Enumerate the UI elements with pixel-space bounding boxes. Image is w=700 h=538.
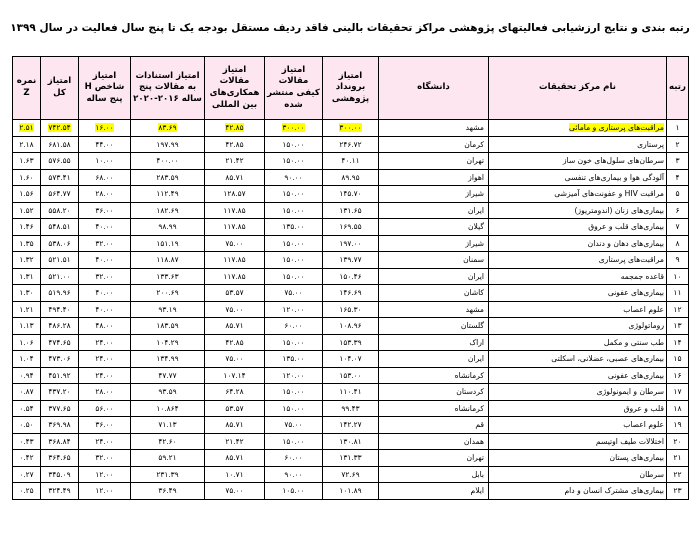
- quality-articles-cell: ۱۵۰.۰۰: [265, 400, 323, 417]
- header-intl-collab: امتیاز مقالات همکاری‌های بین المللی: [205, 57, 265, 120]
- university-cell: کاشان: [379, 285, 489, 302]
- citations-cell: ۱۵۱.۱۹: [131, 235, 205, 252]
- table-row: [13, 120, 689, 137]
- header-h-index: امتیاز شاخص H پنج ساله: [79, 57, 131, 120]
- citations-cell: ۹۳.۱۹: [131, 301, 205, 318]
- quality-articles-cell: ۱۵۰.۰۰: [265, 136, 323, 153]
- total-cell: ۵۱۹.۹۶: [41, 285, 79, 302]
- center-name-cell: سرطان و ایمونولوژی: [489, 384, 667, 401]
- university-cell: سمنان: [379, 252, 489, 269]
- rank-cell: ۱۰: [667, 268, 689, 285]
- intl-collab-cell: ۸۵.۷۱: [205, 417, 265, 434]
- table-row: [13, 351, 689, 368]
- citations-cell: ۳۶.۴۹: [131, 483, 205, 500]
- intl-collab-cell: ۵۳.۵۷: [205, 400, 265, 417]
- quality-articles-cell: ۱۵۰.۰۰: [265, 334, 323, 351]
- table-row: [13, 301, 689, 318]
- table-row: [13, 400, 689, 417]
- header-research-output: امتیاز برونداد پژوهشی: [323, 57, 379, 120]
- university-cell: شیراز: [379, 186, 489, 203]
- research-output-cell: ۱۶۹.۵۵: [323, 219, 379, 236]
- rank-cell: ۳: [667, 153, 689, 170]
- research-output-cell: ۱۶۵.۳۰: [323, 301, 379, 318]
- total-cell: ۵۷۶.۵۵: [41, 153, 79, 170]
- total-cell: ۵۴۸.۵۱: [41, 219, 79, 236]
- university-cell: ایران: [379, 351, 489, 368]
- total-cell: ۳۲۴.۴۹: [41, 483, 79, 500]
- center-name-cell: مراقبت‌های پرستاری: [489, 252, 667, 269]
- intl-collab-cell: ۱۰۷.۱۴: [205, 367, 265, 384]
- citations-cell: ۲۰۰.۶۹: [131, 285, 205, 302]
- center-name-cell: طب سنتی و مکمل: [489, 334, 667, 351]
- citations-cell: ۴۰۰.۰۰: [131, 153, 205, 170]
- university-cell: ایران: [379, 268, 489, 285]
- h-index-cell: ۴۰.۰۰: [79, 301, 131, 318]
- center-name-cell: مراقبت HIV و عفونت‌های آمیزشی: [489, 186, 667, 203]
- center-name-cell: سرطان‌های سلول‌های خون ساز: [489, 153, 667, 170]
- citations-cell: ۱۰۴.۲۹: [131, 334, 205, 351]
- research-output-cell: ۱۰۸.۹۶: [323, 318, 379, 335]
- rank-cell: ۱۹: [667, 417, 689, 434]
- university-cell: تهران: [379, 153, 489, 170]
- header-total: امتیاز کل: [41, 57, 79, 120]
- center-name-cell: بیماری‌های دهان و دندان: [489, 235, 667, 252]
- university-cell: گیلان: [379, 219, 489, 236]
- center-name-cell: اختلالات طیف اوتیسم: [489, 433, 667, 450]
- research-output-cell: ۱۵۳.۰۰: [323, 367, 379, 384]
- quality-articles-cell: ۹۰.۰۰: [265, 169, 323, 186]
- total-cell: ۳۴۵.۰۹: [41, 466, 79, 483]
- quality-articles-cell: ۱۵۰.۰۰: [265, 235, 323, 252]
- quality-articles-cell: ۶۰.۰۰: [265, 450, 323, 467]
- header-citations: امتیاز استنادات به مقالات پنج ساله ۲۰۱۶-۲۰۲۰: [131, 57, 205, 120]
- university-cell: شیراز: [379, 235, 489, 252]
- h-index-cell: ۴۰.۰۰: [79, 252, 131, 269]
- intl-collab-cell: ۷۵.۰۰: [205, 483, 265, 500]
- intl-collab-cell: ۱۱۷.۸۵: [205, 268, 265, 285]
- citations-cell: ۱۸۳.۵۹: [131, 318, 205, 335]
- z-score-cell: ۱.۵۶: [13, 186, 41, 203]
- quality-articles-cell: ۱۲۰.۰۰: [265, 301, 323, 318]
- quality-articles-cell: ۹۰.۰۰: [265, 466, 323, 483]
- total-cell: ۴۸۶.۲۸: [41, 318, 79, 335]
- ranking-table: [12, 56, 689, 500]
- quality-articles-cell: ۱۰۵.۰۰: [265, 483, 323, 500]
- quality-articles-cell: ۱۵۰.۰۰: [265, 384, 323, 401]
- h-index-cell: ۴۴.۰۰: [79, 136, 131, 153]
- h-index-cell: ۲۸.۰۰: [79, 384, 131, 401]
- h-index-cell: ۲۴.۰۰: [79, 334, 131, 351]
- rank-cell: ۵: [667, 186, 689, 203]
- z-score-cell: ۱.۳۰: [13, 285, 41, 302]
- citations-cell: ۲۳۱.۳۹: [131, 466, 205, 483]
- header-center-name: نام مرکز تحقیقات: [489, 57, 667, 120]
- citations-cell: ۱۱۸.۸۷: [131, 252, 205, 269]
- center-name-cell: بیماری‌های زنان (اندومتریوز): [489, 202, 667, 219]
- total-cell: ۳۶۸.۸۴: [41, 433, 79, 450]
- total-cell: ۴۵۱.۹۲: [41, 367, 79, 384]
- page-title: رتبه بندی و نتایج ارزشیابی فعالیتهای پژوهشی مراکز تحقیقات بالینی فاقد ردیف مستقل بودجه یک تا پنج سال فعالیت در سال ۱۳۹۹: [10, 22, 690, 34]
- header-university: دانشگاه: [379, 57, 489, 120]
- z-score-cell: ۱.۳۲: [13, 252, 41, 269]
- total-cell: ۳۶۴.۶۵: [41, 450, 79, 467]
- table-row: [13, 450, 689, 467]
- h-index-cell: ۳۶.۰۰: [79, 417, 131, 434]
- university-cell: قم: [379, 417, 489, 434]
- table-row: [13, 483, 689, 500]
- table-row: [13, 384, 689, 401]
- citations-cell: ۷۱.۱۳: [131, 417, 205, 434]
- table-row: [13, 268, 689, 285]
- total-cell: ۶۸۱.۵۸: [41, 136, 79, 153]
- z-score-cell: ۱.۶۳: [13, 153, 41, 170]
- table-row: [13, 202, 689, 219]
- university-cell: ایران: [379, 202, 489, 219]
- intl-collab-cell: ۱۱۷.۸۵: [205, 202, 265, 219]
- research-output-cell: ۳۰۰.۰۰: [323, 120, 379, 137]
- quality-articles-cell: ۱۲۰.۰۰: [265, 367, 323, 384]
- research-output-cell: ۱۴۵.۷۰: [323, 186, 379, 203]
- header-z-score: نمره Z: [13, 57, 41, 120]
- table-row: [13, 433, 689, 450]
- quality-articles-cell: ۱۵۰.۰۰: [265, 202, 323, 219]
- z-score-cell: ۱.۱۳: [13, 318, 41, 335]
- z-score-cell: ۰.۹۴: [13, 367, 41, 384]
- center-name-cell: سرطان: [489, 466, 667, 483]
- table-row: [13, 252, 689, 269]
- rank-cell: ۸: [667, 235, 689, 252]
- total-cell: ۵۳۸.۰۶: [41, 235, 79, 252]
- table-row: [13, 235, 689, 252]
- z-score-cell: ۰.۸۷: [13, 384, 41, 401]
- table-body: [13, 120, 689, 500]
- intl-collab-cell: ۲۱.۴۲: [205, 153, 265, 170]
- quality-articles-cell: ۷۵.۰۰: [265, 417, 323, 434]
- research-output-cell: ۱۱۰.۴۱: [323, 384, 379, 401]
- intl-collab-cell: ۱۰.۷۱: [205, 466, 265, 483]
- center-name-cell: بیماری‌های پستان: [489, 450, 667, 467]
- quality-articles-cell: ۱۵۰.۰۰: [265, 268, 323, 285]
- center-name-cell: قلب و عروق: [489, 400, 667, 417]
- research-output-cell: ۱۵۰.۴۶: [323, 268, 379, 285]
- research-output-cell: ۱۳۱.۳۳: [323, 450, 379, 467]
- h-index-cell: ۲۴.۰۰: [79, 367, 131, 384]
- rank-cell: ۲۳: [667, 483, 689, 500]
- h-index-cell: ۱۶.۰۰: [79, 120, 131, 137]
- research-output-cell: ۱۰۴.۰۷: [323, 351, 379, 368]
- center-name-cell: بیماری‌های مشترک انسان و دام: [489, 483, 667, 500]
- center-name-cell: قاعده جمجمه: [489, 268, 667, 285]
- total-cell: ۵۲۱.۵۱: [41, 252, 79, 269]
- rank-cell: ۲۱: [667, 450, 689, 467]
- center-name-cell: بیماری‌های عصبی، عضلانی، اسکلتی: [489, 351, 667, 368]
- z-score-cell: ۱.۲۱: [13, 301, 41, 318]
- citations-cell: ۴۷.۷۷: [131, 367, 205, 384]
- h-index-cell: ۱۲.۰۰: [79, 466, 131, 483]
- z-score-cell: ۱.۰۶: [13, 334, 41, 351]
- citations-cell: ۵۹.۲۱: [131, 450, 205, 467]
- research-output-cell: ۸۹.۹۵: [323, 169, 379, 186]
- university-cell: اهواز: [379, 169, 489, 186]
- h-index-cell: ۶۸.۰۰: [79, 169, 131, 186]
- university-cell: کردستان: [379, 384, 489, 401]
- intl-collab-cell: ۸۵.۷۱: [205, 169, 265, 186]
- quality-articles-cell: ۷۵.۰۰: [265, 285, 323, 302]
- table-row: [13, 367, 689, 384]
- h-index-cell: ۴۰.۰۰: [79, 285, 131, 302]
- z-score-cell: ۰.۴۲: [13, 450, 41, 467]
- intl-collab-cell: ۷۵.۰۰: [205, 301, 265, 318]
- citations-cell: ۱۸۲.۶۹: [131, 202, 205, 219]
- table-row: [13, 169, 689, 186]
- rank-cell: ۷: [667, 219, 689, 236]
- intl-collab-cell: ۱۲۸.۵۷: [205, 186, 265, 203]
- rank-cell: ۱: [667, 120, 689, 137]
- university-cell: مشهد: [379, 301, 489, 318]
- h-index-cell: ۳۶.۰۰: [79, 202, 131, 219]
- rank-cell: ۱۲: [667, 301, 689, 318]
- total-cell: ۴۹۴.۴۰: [41, 301, 79, 318]
- table-row: [13, 136, 689, 153]
- research-output-cell: ۷۲.۶۹: [323, 466, 379, 483]
- citations-cell: ۸۳.۶۹: [131, 120, 205, 137]
- rank-cell: ۲۰: [667, 433, 689, 450]
- total-cell: ۴۷۴.۶۵: [41, 334, 79, 351]
- table-row: [13, 153, 689, 170]
- quality-articles-cell: ۱۵۰.۰۰: [265, 252, 323, 269]
- total-cell: ۷۴۲.۵۴: [41, 120, 79, 137]
- research-output-cell: ۱۳۱.۶۵: [323, 202, 379, 219]
- h-index-cell: ۴۸.۰۰: [79, 318, 131, 335]
- z-score-cell: ۰.۲۷: [13, 466, 41, 483]
- research-output-cell: ۱۰۱.۸۹: [323, 483, 379, 500]
- z-score-cell: ۱.۰۴: [13, 351, 41, 368]
- h-index-cell: ۴۰.۰۰: [79, 219, 131, 236]
- research-output-cell: ۱۹۷.۰۰: [323, 235, 379, 252]
- research-output-cell: ۱۵۳.۳۹: [323, 334, 379, 351]
- intl-collab-cell: ۴۲.۸۵: [205, 334, 265, 351]
- rank-cell: ۲۲: [667, 466, 689, 483]
- university-cell: تهران: [379, 450, 489, 467]
- rank-cell: ۴: [667, 169, 689, 186]
- university-cell: کرمانشاه: [379, 400, 489, 417]
- center-name-cell: آلودگی هوا و بیماری‌های تنفسی: [489, 169, 667, 186]
- center-name-cell: پرستاری: [489, 136, 667, 153]
- university-cell: همدان: [379, 433, 489, 450]
- university-cell: بابل: [379, 466, 489, 483]
- center-name-cell: علوم اعصاب: [489, 301, 667, 318]
- rank-cell: ۱۸: [667, 400, 689, 417]
- intl-collab-cell: ۴۲.۸۵: [205, 120, 265, 137]
- z-score-cell: ۲.۵۱: [13, 120, 41, 137]
- total-cell: ۳۷۷.۶۵: [41, 400, 79, 417]
- intl-collab-cell: ۶۴.۲۸: [205, 384, 265, 401]
- center-name-cell: بیماری‌های قلب و عروق: [489, 219, 667, 236]
- h-index-cell: ۵۶.۰۰: [79, 400, 131, 417]
- z-score-cell: ۲.۱۸: [13, 136, 41, 153]
- quality-articles-cell: ۱۳۵.۰۰: [265, 219, 323, 236]
- quality-articles-cell: ۱۵۰.۰۰: [265, 186, 323, 203]
- intl-collab-cell: ۷۵.۰۰: [205, 351, 265, 368]
- research-output-cell: ۹۹.۴۳: [323, 400, 379, 417]
- citations-cell: ۱۳۳.۶۳: [131, 268, 205, 285]
- intl-collab-cell: ۵۳.۵۷: [205, 285, 265, 302]
- research-output-cell: ۱۴۲.۲۷: [323, 417, 379, 434]
- research-output-cell: ۱۴۶.۶۹: [323, 285, 379, 302]
- center-name-cell: بیماری‌های عفونی: [489, 285, 667, 302]
- table-row: [13, 318, 689, 335]
- citations-cell: ۲۸۳.۵۹: [131, 169, 205, 186]
- intl-collab-cell: ۱۱۷.۸۵: [205, 219, 265, 236]
- z-score-cell: ۱.۳۱: [13, 268, 41, 285]
- university-cell: گلستان: [379, 318, 489, 335]
- citations-cell: ۱۱۲.۴۹: [131, 186, 205, 203]
- research-output-cell: ۴۰.۱۱: [323, 153, 379, 170]
- table-row: [13, 466, 689, 483]
- rank-cell: ۱۴: [667, 334, 689, 351]
- total-cell: ۳۶۹.۹۸: [41, 417, 79, 434]
- rank-cell: ۱۳: [667, 318, 689, 335]
- quality-articles-cell: ۱۳۵.۰۰: [265, 351, 323, 368]
- citations-cell: ۱۰.۸۶۴: [131, 400, 205, 417]
- z-score-cell: ۱.۵۲: [13, 202, 41, 219]
- total-cell: ۴۳۷.۲۰: [41, 384, 79, 401]
- z-score-cell: ۰.۵۴: [13, 400, 41, 417]
- citations-cell: ۴۲.۶۰: [131, 433, 205, 450]
- table-row: [13, 334, 689, 351]
- h-index-cell: ۳۲.۰۰: [79, 450, 131, 467]
- research-output-cell: ۱۳۹.۷۷: [323, 252, 379, 269]
- center-name-cell: علوم اعصاب: [489, 417, 667, 434]
- h-index-cell: ۲۴.۰۰: [79, 433, 131, 450]
- citations-cell: ۹۸.۹۹: [131, 219, 205, 236]
- intl-collab-cell: ۷۵.۰۰: [205, 235, 265, 252]
- research-output-cell: ۱۳۰.۸۱: [323, 433, 379, 450]
- quality-articles-cell: ۶۰.۰۰: [265, 318, 323, 335]
- table-row: [13, 417, 689, 434]
- intl-collab-cell: ۱۱۷.۸۵: [205, 252, 265, 269]
- z-score-cell: ۰.۴۳: [13, 433, 41, 450]
- total-cell: ۵۷۳.۴۱: [41, 169, 79, 186]
- total-cell: ۵۶۴.۷۷: [41, 186, 79, 203]
- table-row: [13, 285, 689, 302]
- rank-cell: ۶: [667, 202, 689, 219]
- total-cell: ۵۲۱.۰۰: [41, 268, 79, 285]
- university-cell: کرمانشاه: [379, 367, 489, 384]
- ranking-table-wrapper: [12, 56, 688, 500]
- intl-collab-cell: ۲۱.۴۲: [205, 433, 265, 450]
- table-row: [13, 186, 689, 203]
- university-cell: اراک: [379, 334, 489, 351]
- center-name-cell: بیماری‌های عفونی: [489, 367, 667, 384]
- h-index-cell: ۱۰.۰۰: [79, 153, 131, 170]
- rank-cell: ۱۵: [667, 351, 689, 368]
- intl-collab-cell: ۴۲.۸۵: [205, 136, 265, 153]
- z-score-cell: ۱.۴۶: [13, 219, 41, 236]
- h-index-cell: ۳۲.۰۰: [79, 268, 131, 285]
- quality-articles-cell: ۳۰۰.۰۰: [265, 120, 323, 137]
- table-row: [13, 219, 689, 236]
- rank-cell: ۹: [667, 252, 689, 269]
- z-score-cell: ۰.۵۰: [13, 417, 41, 434]
- university-cell: مشهد: [379, 120, 489, 137]
- center-name-cell: روماتولوژی: [489, 318, 667, 335]
- citations-cell: ۹۳.۵۹: [131, 384, 205, 401]
- citations-cell: ۱۹۷.۹۹: [131, 136, 205, 153]
- h-index-cell: ۱۲.۰۰: [79, 483, 131, 500]
- research-output-cell: ۲۴۶.۷۲: [323, 136, 379, 153]
- intl-collab-cell: ۸۵.۷۱: [205, 318, 265, 335]
- h-index-cell: ۲۸.۰۰: [79, 186, 131, 203]
- rank-cell: ۱۷: [667, 384, 689, 401]
- rank-cell: ۲: [667, 136, 689, 153]
- h-index-cell: ۲۴.۰۰: [79, 351, 131, 368]
- total-cell: ۴۷۳.۰۶: [41, 351, 79, 368]
- z-score-cell: ۱.۳۵: [13, 235, 41, 252]
- total-cell: ۵۵۸.۲۰: [41, 202, 79, 219]
- intl-collab-cell: ۸۵.۷۱: [205, 450, 265, 467]
- university-cell: کرمان: [379, 136, 489, 153]
- z-score-cell: ۱.۶۰: [13, 169, 41, 186]
- z-score-cell: ۰.۲۵: [13, 483, 41, 500]
- table-header-row: [13, 57, 689, 120]
- rank-cell: ۱۶: [667, 367, 689, 384]
- quality-articles-cell: ۱۵۰.۰۰: [265, 153, 323, 170]
- quality-articles-cell: ۱۵۰.۰۰: [265, 433, 323, 450]
- rank-cell: ۱۱: [667, 285, 689, 302]
- h-index-cell: ۳۲.۰۰: [79, 235, 131, 252]
- citations-cell: ۱۳۴.۹۹: [131, 351, 205, 368]
- header-quality-articles: امتیاز مقالات کیفی منتشر شده: [265, 57, 323, 120]
- center-name-cell: مراقبت‌های پرستاری و مامائی: [489, 120, 667, 137]
- header-rank: رتبه: [667, 57, 689, 120]
- university-cell: ایلام: [379, 483, 489, 500]
